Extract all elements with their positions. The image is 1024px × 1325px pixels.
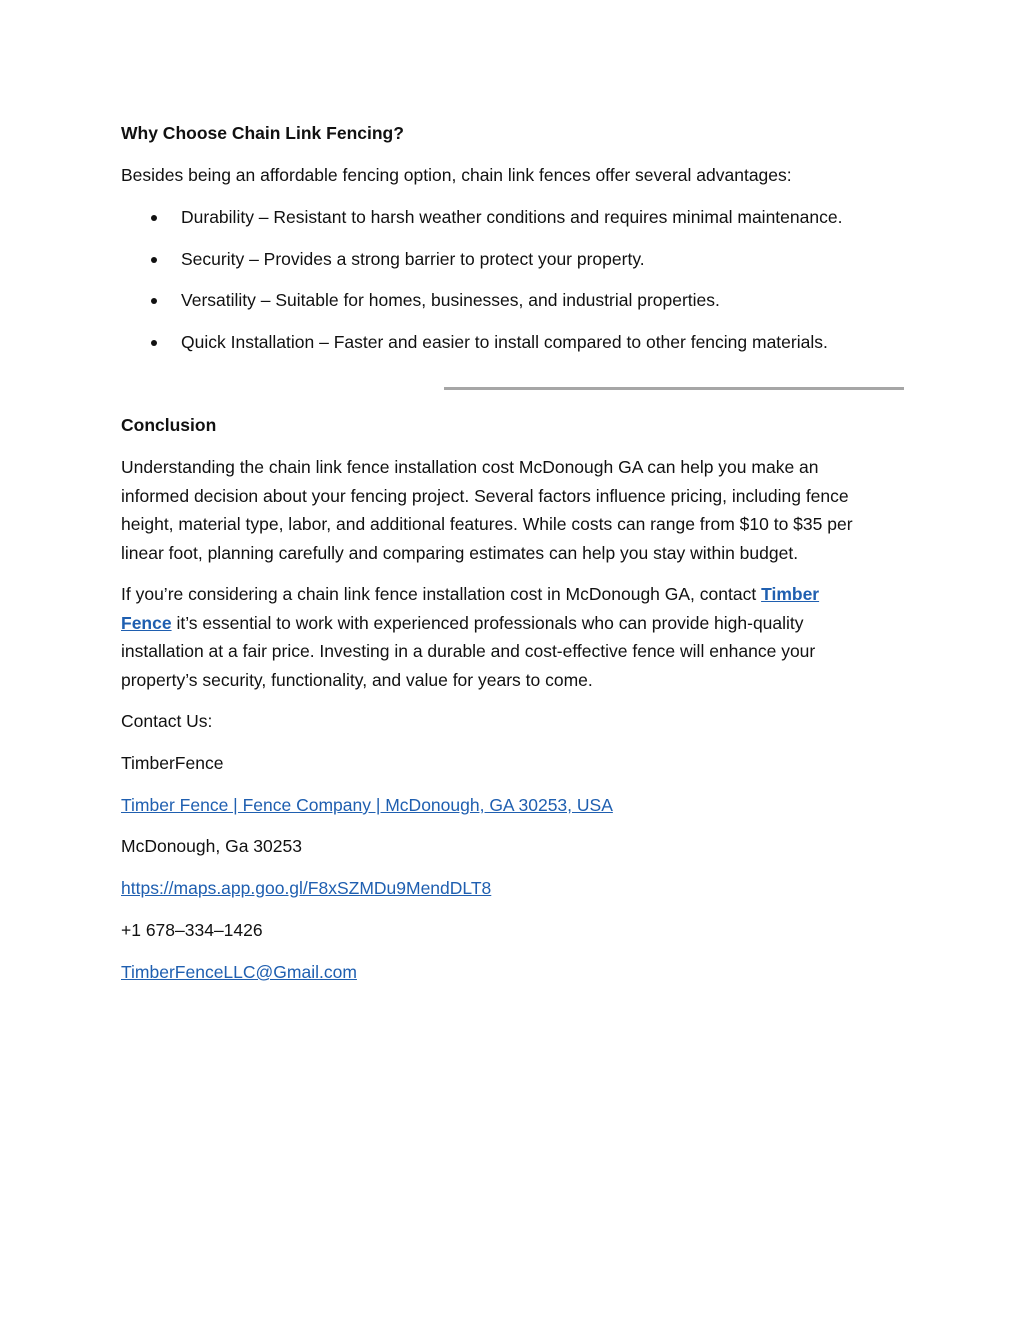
paragraph-text: If you’re considering a chain link fence installation cost in McDonough GA, contact <box>121 584 762 604</box>
section-heading-conclusion: Conclusion <box>121 415 217 435</box>
paragraph-line: installation at a fair price. Investing in a durable and cost-effective fence will enhance your <box>121 641 816 661</box>
timber-fence-link[interactable]: Timber <box>761 584 820 604</box>
paragraph-line: informed decision about your fencing project. Several factors influence pricing, including fence <box>121 485 849 506</box>
horizontal-divider <box>444 387 904 390</box>
bullet-icon <box>151 340 157 346</box>
section-heading-why-chain-link: Why Choose Chain Link Fencing? <box>121 123 404 143</box>
paragraph-line <box>121 580 911 609</box>
phone-number: +1 678–334–1426 <box>121 920 263 940</box>
email-link[interactable]: TimberFenceLLC@Gmail.com <box>121 962 357 982</box>
bullet-icon <box>151 215 157 221</box>
list-item-text: Versatility – Suitable for homes, businesses, and industrial properties. <box>181 290 720 310</box>
email-link-line <box>121 958 357 987</box>
bullet-icon <box>151 298 157 304</box>
company-name: TimberFence <box>121 753 224 773</box>
paragraph-line <box>121 609 911 638</box>
list-item-text: Durability – Resistant to harsh weather conditions and requires minimal maintenance. <box>181 207 843 227</box>
maps-link[interactable]: https://maps.app.goo.gl/F8xSZMDu9MendDLT8 <box>121 878 492 898</box>
bullet-icon <box>151 257 157 263</box>
conclusion-paragraph-2 <box>121 580 911 694</box>
paragraph-line: linear foot, planning carefully and comparing estimates can help you stay within budget. <box>121 542 799 563</box>
paragraph-line: Understanding the chain link fence installation cost McDonough GA can help you make an <box>121 457 819 477</box>
timber-fence-link-continued[interactable]: Fence <box>121 612 172 633</box>
paragraph-line: height, material type, labor, and additional features. While costs can range from $10 to $35 per <box>121 514 853 534</box>
paragraph-line: property’s security, functionality, and value for years to come. <box>121 669 593 690</box>
intro-paragraph: Besides being an affordable fencing option, chain link fences offer several advantages: <box>121 165 792 185</box>
company-website-link[interactable]: Timber Fence | Fence Company | McDonough, GA 30253, USA <box>121 795 613 815</box>
company-link-line <box>121 791 613 820</box>
list-item-text: Quick Installation – Faster and easier to install compared to other fencing materials. <box>181 332 828 352</box>
list-item-text: Security – Provides a strong barrier to protect your property. <box>181 249 645 269</box>
address-text: McDonough, Ga 30253 <box>121 836 302 856</box>
conclusion-paragraph-1 <box>121 453 911 567</box>
contact-label: Contact Us: <box>121 711 213 731</box>
paragraph-text: it’s essential to work with experienced professionals who can provide high-quality <box>171 612 804 633</box>
maps-link-line <box>121 874 491 903</box>
